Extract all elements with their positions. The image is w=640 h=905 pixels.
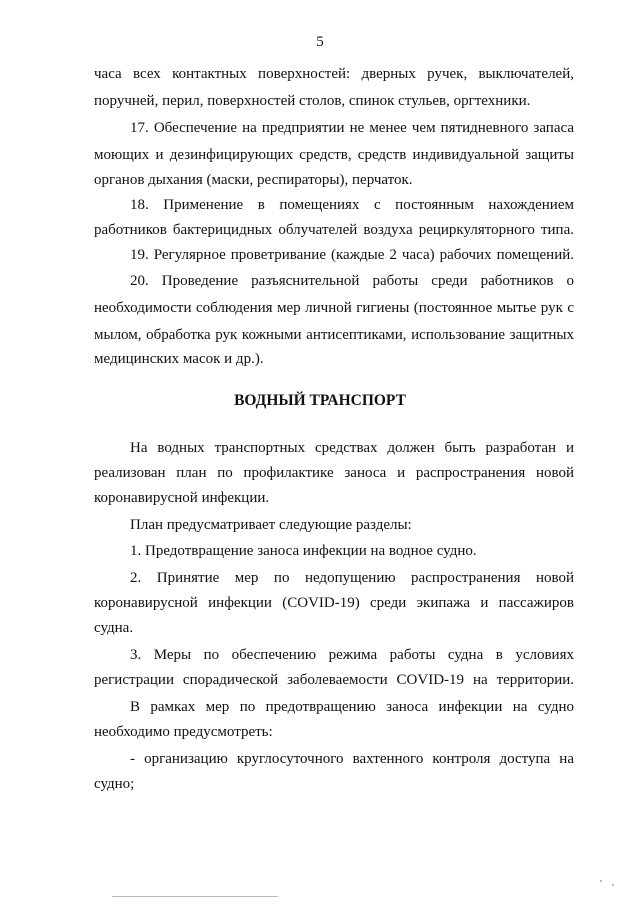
- scan-artifact-dot: [600, 880, 602, 882]
- text-line: регистрации спорадической заболеваемости COVID-19 на территории.: [94, 672, 574, 688]
- text-line: коронавирусной инфекции.: [94, 490, 270, 506]
- scan-artifact-line: [112, 896, 278, 897]
- text-line: 20. Проведение разъяснительной работы среди работников о: [130, 273, 574, 289]
- page-number: 5: [316, 34, 324, 50]
- text-line: 1. Предотвращение заноса инфекции на водное судно.: [130, 543, 477, 559]
- text-line: План предусматривает следующие разделы:: [130, 517, 412, 533]
- text-line: 18. Применение в помещениях с постоянным нахождением: [130, 197, 574, 213]
- text-line: 3. Меры по обеспечению режима работы судна в условиях: [130, 647, 574, 663]
- text-line: 2. Принятие мер по недопущению распространения новой: [130, 570, 574, 586]
- text-line: коронавирусной инфекции (COVID-19) среди экипажа и пассажиров: [94, 595, 574, 611]
- text-line: необходимо предусмотреть:: [94, 724, 273, 740]
- text-line: поручней, перил, поверхностей столов, спинок стульев, оргтехники.: [94, 93, 531, 109]
- text-line: мылом, обработка рук кожными антисептиками, использование защитных: [94, 327, 574, 343]
- text-line: часа всех контактных поверхностей: дверных ручек, выключателей,: [94, 66, 574, 82]
- text-line: медицинских масок и др.).: [94, 351, 264, 367]
- section-heading: ВОДНЫЙ ТРАНСПОРТ: [234, 392, 406, 409]
- text-line: На водных транспортных средствах должен быть разработан и: [130, 440, 574, 456]
- text-line: реализован план по профилактике заноса и распространения новой: [94, 465, 574, 481]
- text-line: В рамках мер по предотвращению заноса инфекции на судно: [130, 699, 574, 715]
- text-line: - организацию круглосуточного вахтенного контроля доступа на: [130, 751, 574, 767]
- text-line: работников бактерицидных облучателей воздуха рециркуляторного типа.: [94, 222, 574, 238]
- text-line: 19. Регулярное проветривание (каждые 2 часа) рабочих помещений.: [130, 247, 574, 263]
- scan-artifact-dot: [612, 884, 614, 886]
- text-line: необходимости соблюдения мер личной гигиены (постоянное мытье рук с: [94, 300, 574, 316]
- text-line: судно;: [94, 776, 135, 792]
- text-line: моющих и дезинфицирующих средств, средств индивидуальной защиты: [94, 147, 574, 163]
- text-line: судна.: [94, 620, 134, 636]
- text-line: 17. Обеспечение на предприятии не менее чем пятидневного запаса: [130, 120, 574, 136]
- text-line: органов дыхания (маски, респираторы), перчаток.: [94, 172, 413, 188]
